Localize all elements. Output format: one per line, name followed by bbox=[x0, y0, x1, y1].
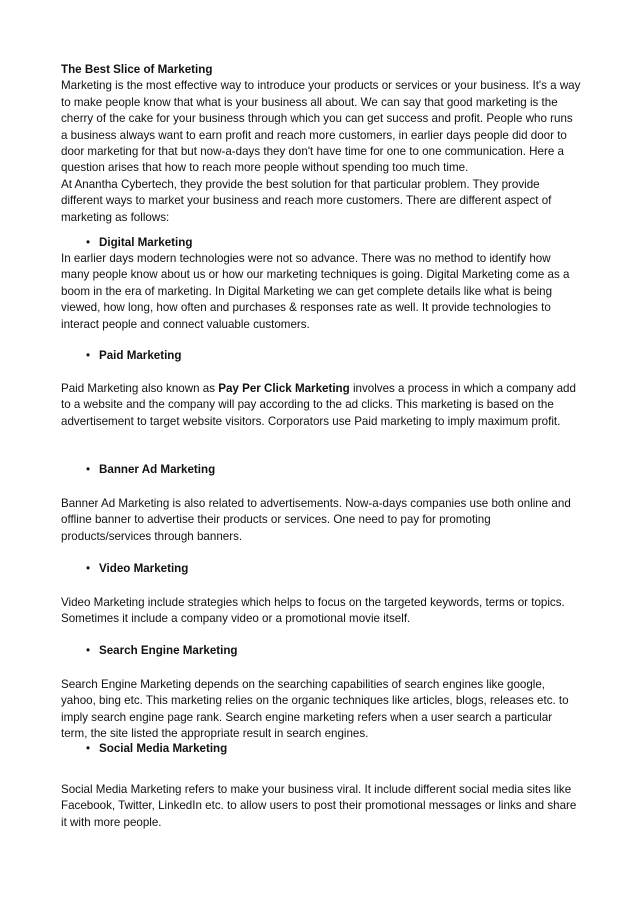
section-paragraph: In earlier days modern technologies were not so advance. There was no method to identify how many people know about us or how our marketing techniques is going. Digital Marketing come as a boom in the era of marketing. In Digital Marketing we can get complete details like what is being viewed, how long, how often and purchases & responses rate as well. It provide technologies to interact people and connect valuable customers. bbox=[61, 252, 570, 331]
bullet-social-media-marketing bbox=[86, 741, 566, 757]
section-body-social bbox=[61, 782, 581, 831]
paid-text-after: involves a process in which a company add to a website and the company will pay according to the ad clicks. This marketing is based on the advertisement to target website visitors. Corporators use Paid marketing to imply maximum profit. bbox=[61, 382, 576, 428]
section-heading: Search Engine Marketing bbox=[99, 644, 238, 657]
intro-block bbox=[61, 62, 581, 226]
bullet-icon: • bbox=[86, 463, 91, 476]
bullet-paid-marketing bbox=[86, 348, 566, 364]
section-paragraph: Search Engine Marketing depends on the searching capabilities of search engines like google, yahoo, bing etc. This marketing relies on the organic techniques like articles, blogs, releases etc. to imply search engine page rank. Search engine marketing refers when a user search a particular term, the site listed the appropriate result in search engines. bbox=[61, 678, 569, 741]
intro-paragraph-2: At Anantha Cybertech, they provide the best solution for that particular problem. They provide different ways to market your business and reach more customers. There are different aspect of marketing as follows: bbox=[61, 177, 552, 224]
section-paragraph: Social Media Marketing refers to make your business viral. It include different social media sites like Facebook, Twitter, LinkedIn etc. to allow users to post their promotional messages or links and share it with more people. bbox=[61, 783, 577, 829]
section-paragraph bbox=[61, 381, 581, 430]
bullet-digital-marketing bbox=[86, 235, 566, 251]
paid-text-before: Paid Marketing also known as bbox=[61, 382, 219, 395]
bullet-search-engine-marketing bbox=[86, 643, 566, 659]
paid-text-bold: Pay Per Click Marketing bbox=[218, 382, 350, 395]
section-heading: Banner Ad Marketing bbox=[99, 463, 216, 476]
section-body-video bbox=[61, 595, 581, 628]
section-body-paid bbox=[61, 381, 581, 430]
bullet-video-marketing bbox=[86, 561, 566, 577]
section-paragraph: Banner Ad Marketing is also related to advertisements. Now-a-days companies use both online and offline banner to advertise their products or services. One need to pay for promoting products/services through banners. bbox=[61, 497, 571, 543]
section-heading: Video Marketing bbox=[99, 562, 189, 575]
section-heading: Social Media Marketing bbox=[99, 742, 228, 755]
bullet-icon: • bbox=[86, 236, 91, 249]
bullet-icon: • bbox=[86, 562, 91, 575]
bullet-icon: • bbox=[86, 742, 91, 755]
section-heading: Digital Marketing bbox=[99, 236, 193, 249]
section-body-digital bbox=[61, 251, 581, 333]
bullet-icon: • bbox=[86, 349, 91, 362]
intro-paragraph: Marketing is the most effective way to introduce your products or services or your business. It's a way to make people know that what is your business all about. We can say that good marketing is the cherry of the cake for your business through which you can get success and profit. People who runs a business always want to earn profit and reach more customers, in earlier days people did door to door marketing for that but now-a-days they don't have time for one to one communication. Here a question arises that how to reach more people without spending too much time. bbox=[61, 79, 581, 175]
bullet-icon: • bbox=[86, 644, 91, 657]
section-body-banner bbox=[61, 496, 581, 545]
section-paragraph: Video Marketing include strategies which helps to focus on the targeted keywords, terms or topics. Sometimes it include a company video or a promotional movie itself. bbox=[61, 596, 565, 626]
bullet-banner-ad-marketing bbox=[86, 462, 566, 478]
document-title: The Best Slice of Marketing bbox=[61, 63, 213, 76]
section-heading: Paid Marketing bbox=[99, 349, 182, 362]
section-body-search bbox=[61, 677, 581, 743]
